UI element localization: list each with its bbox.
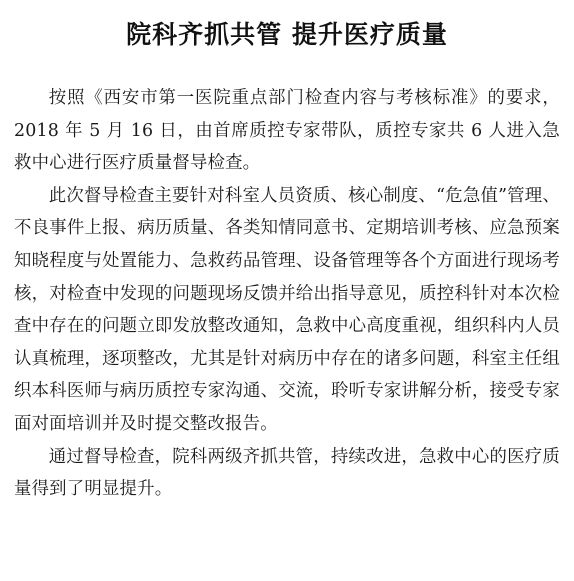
paragraph-3: 通过督导检查，院科两级齐抓共管，持续改进，急救中心的医疗质量得到了明显提升。 (14, 446, 560, 500)
paragraph-1: 按照《西安市第一医院重点部门检查内容与考核标准》的要求，2018 年 5 月 16 日，由首席质控专家带队，质控专家共 6 人进入急救中心进行医疗质量督导检查。 (14, 88, 560, 174)
article-body (14, 82, 560, 506)
article-title: 院科齐抓共管 提升医疗质量 (126, 20, 448, 49)
paragraph-2: 此次督导检查主要针对科室人员资质、核心制度、“危急值”管理、不良事件上报、病历质量、各类知情同意书、定期培训考核、应急预案知晓程度与处置能力、急救药品管理、设备管理等各个方面进行现场考核，对检查中发现的问题现场反馈并给出指导意见，质控科针对本次检查中存在的问题立即发放整改通知，急救中心高度重视，组织科内人员认真梳理，逐项整改，尤其是针对病历中存在的诸多问题，科室主任组织本科医师与病历质控专家沟通、交流，聆听专家讲解分析，接受专家面对面培训并及时提交整改报告。 (14, 185, 560, 434)
